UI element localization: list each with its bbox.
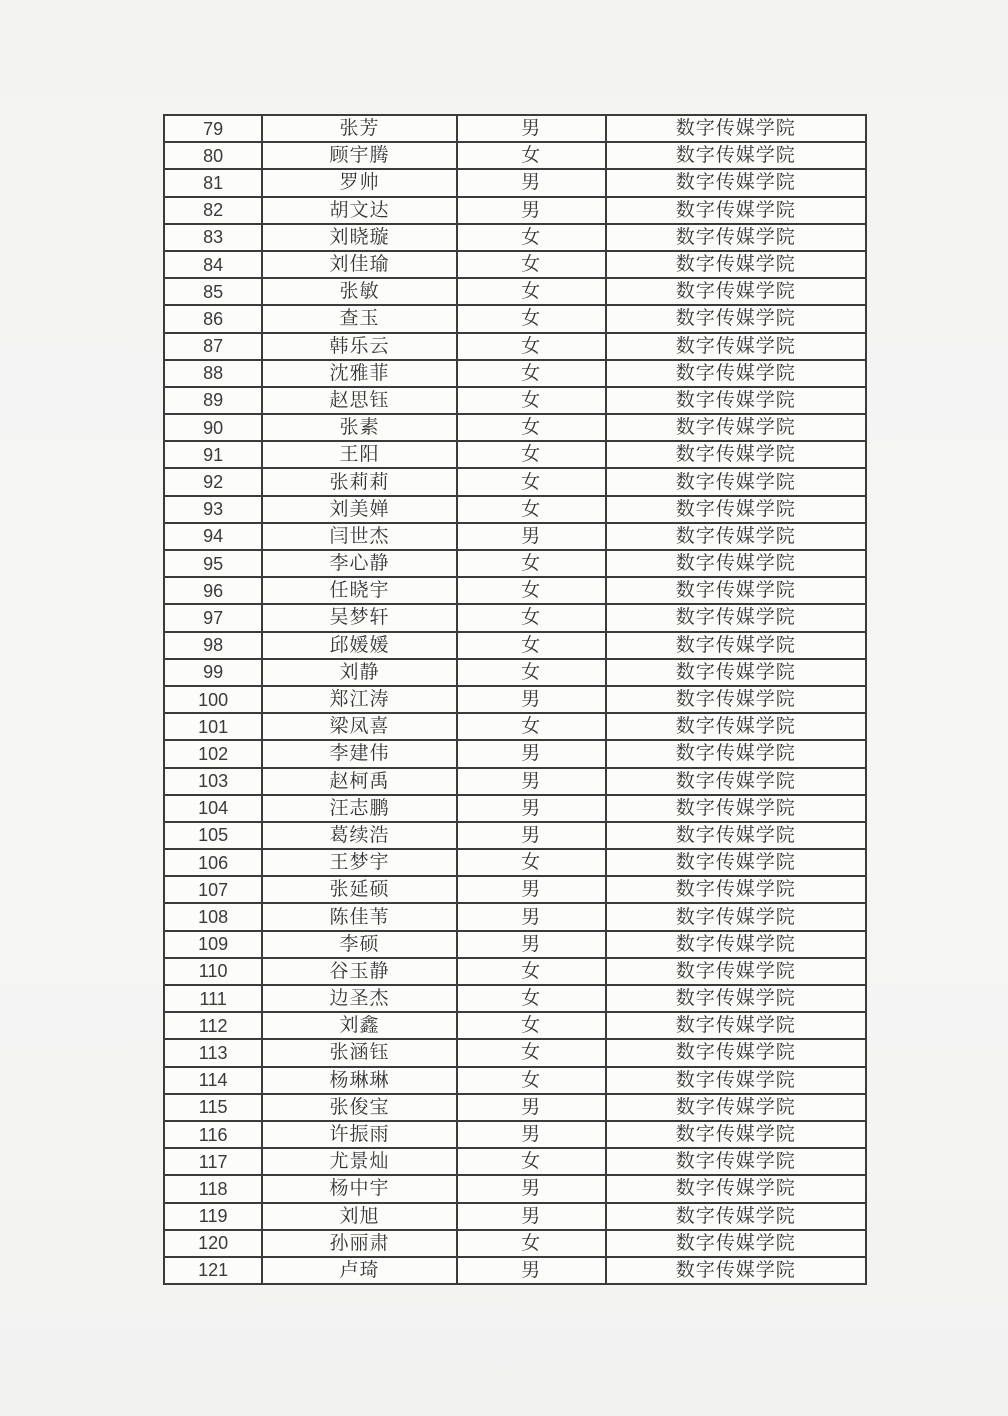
gender-cell: 女	[457, 224, 606, 251]
student-name-cell: 刘静	[262, 659, 456, 686]
row-number-cell: 88	[164, 360, 262, 387]
gender-cell: 女	[457, 1067, 606, 1094]
row-number-cell: 103	[164, 768, 262, 795]
college-cell: 数字传媒学院	[606, 1257, 866, 1284]
student-name-cell: 陈佳苇	[262, 903, 456, 930]
row-number-cell: 86	[164, 305, 262, 332]
table-row	[164, 1230, 866, 1257]
student-name-cell: 罗帅	[262, 169, 456, 196]
row-number-cell: 79	[164, 115, 262, 142]
college-cell: 数字传媒学院	[606, 441, 866, 468]
row-number-cell: 100	[164, 686, 262, 713]
gender-cell: 男	[457, 197, 606, 224]
student-roster-table	[163, 114, 867, 1285]
gender-cell: 男	[457, 768, 606, 795]
college-cell: 数字传媒学院	[606, 305, 866, 332]
table-row	[164, 876, 866, 903]
table-row	[164, 496, 866, 523]
row-number-cell: 111	[164, 985, 262, 1012]
table-row	[164, 822, 866, 849]
college-cell: 数字传媒学院	[606, 333, 866, 360]
college-cell: 数字传媒学院	[606, 1203, 866, 1230]
gender-cell: 女	[457, 659, 606, 686]
student-name-cell: 杨中宇	[262, 1175, 456, 1202]
gender-cell: 男	[457, 1175, 606, 1202]
gender-cell: 女	[457, 305, 606, 332]
table-row	[164, 632, 866, 659]
table-row	[164, 1148, 866, 1175]
row-number-cell: 83	[164, 224, 262, 251]
row-number-cell: 99	[164, 659, 262, 686]
table-row	[164, 115, 866, 142]
student-name-cell: 卢琦	[262, 1257, 456, 1284]
college-cell: 数字传媒学院	[606, 1039, 866, 1066]
table-row	[164, 360, 866, 387]
college-cell: 数字传媒学院	[606, 822, 866, 849]
table-row	[164, 686, 866, 713]
table-row	[164, 740, 866, 767]
table-row	[164, 768, 866, 795]
college-cell: 数字传媒学院	[606, 1230, 866, 1257]
student-name-cell: 王阳	[262, 441, 456, 468]
college-cell: 数字传媒学院	[606, 849, 866, 876]
college-cell: 数字传媒学院	[606, 1148, 866, 1175]
college-cell: 数字传媒学院	[606, 931, 866, 958]
gender-cell: 女	[457, 1039, 606, 1066]
table-row	[164, 197, 866, 224]
row-number-cell: 81	[164, 169, 262, 196]
row-number-cell: 94	[164, 523, 262, 550]
student-name-cell: 尤景灿	[262, 1148, 456, 1175]
table-row	[164, 985, 866, 1012]
gender-cell: 女	[457, 468, 606, 495]
row-number-cell: 120	[164, 1230, 262, 1257]
gender-cell: 男	[457, 169, 606, 196]
college-cell: 数字传媒学院	[606, 550, 866, 577]
gender-cell: 男	[457, 1094, 606, 1121]
row-number-cell: 90	[164, 414, 262, 441]
student-name-cell: 查玉	[262, 305, 456, 332]
gender-cell: 女	[457, 604, 606, 631]
table-row	[164, 604, 866, 631]
gender-cell: 女	[457, 550, 606, 577]
table-row	[164, 224, 866, 251]
college-cell: 数字传媒学院	[606, 414, 866, 441]
student-name-cell: 闫世杰	[262, 523, 456, 550]
gender-cell: 女	[457, 632, 606, 659]
table-row	[164, 1175, 866, 1202]
student-name-cell: 张涵钰	[262, 1039, 456, 1066]
college-cell: 数字传媒学院	[606, 387, 866, 414]
row-number-cell: 118	[164, 1175, 262, 1202]
gender-cell: 女	[457, 849, 606, 876]
student-name-cell: 张素	[262, 414, 456, 441]
gender-cell: 男	[457, 931, 606, 958]
college-cell: 数字传媒学院	[606, 251, 866, 278]
student-name-cell: 刘旭	[262, 1203, 456, 1230]
table-row	[164, 577, 866, 604]
table-row	[164, 414, 866, 441]
college-cell: 数字传媒学院	[606, 768, 866, 795]
row-number-cell: 89	[164, 387, 262, 414]
gender-cell: 男	[457, 1203, 606, 1230]
gender-cell: 女	[457, 333, 606, 360]
row-number-cell: 115	[164, 1094, 262, 1121]
gender-cell: 女	[457, 142, 606, 169]
college-cell: 数字传媒学院	[606, 985, 866, 1012]
college-cell: 数字传媒学院	[606, 686, 866, 713]
student-name-cell: 顾宇腾	[262, 142, 456, 169]
table-row	[164, 251, 866, 278]
gender-cell: 男	[457, 876, 606, 903]
gender-cell: 女	[457, 278, 606, 305]
student-name-cell: 刘晓璇	[262, 224, 456, 251]
student-name-cell: 杨琳琳	[262, 1067, 456, 1094]
table-row	[164, 1067, 866, 1094]
student-name-cell: 王梦宇	[262, 849, 456, 876]
table-row	[164, 713, 866, 740]
table-row	[164, 278, 866, 305]
student-name-cell: 沈雅菲	[262, 360, 456, 387]
gender-cell: 男	[457, 115, 606, 142]
college-cell: 数字传媒学院	[606, 577, 866, 604]
college-cell: 数字传媒学院	[606, 278, 866, 305]
college-cell: 数字传媒学院	[606, 740, 866, 767]
row-number-cell: 85	[164, 278, 262, 305]
gender-cell: 女	[457, 1230, 606, 1257]
row-number-cell: 112	[164, 1012, 262, 1039]
table-row	[164, 958, 866, 985]
student-name-cell: 胡文达	[262, 197, 456, 224]
row-number-cell: 92	[164, 468, 262, 495]
college-cell: 数字传媒学院	[606, 468, 866, 495]
student-name-cell: 刘佳瑜	[262, 251, 456, 278]
student-name-cell: 谷玉静	[262, 958, 456, 985]
table-row	[164, 1203, 866, 1230]
gender-cell: 男	[457, 822, 606, 849]
college-cell: 数字传媒学院	[606, 659, 866, 686]
table-row	[164, 441, 866, 468]
gender-cell: 男	[457, 523, 606, 550]
gender-cell: 女	[457, 985, 606, 1012]
row-number-cell: 113	[164, 1039, 262, 1066]
table-row	[164, 659, 866, 686]
gender-cell: 女	[457, 414, 606, 441]
row-number-cell: 84	[164, 251, 262, 278]
row-number-cell: 106	[164, 849, 262, 876]
college-cell: 数字传媒学院	[606, 197, 866, 224]
gender-cell: 男	[457, 903, 606, 930]
table-row	[164, 523, 866, 550]
college-cell: 数字传媒学院	[606, 604, 866, 631]
student-name-cell: 赵柯禹	[262, 768, 456, 795]
college-cell: 数字传媒学院	[606, 496, 866, 523]
college-cell: 数字传媒学院	[606, 1175, 866, 1202]
row-number-cell: 117	[164, 1148, 262, 1175]
gender-cell: 男	[457, 1121, 606, 1148]
gender-cell: 女	[457, 441, 606, 468]
row-number-cell: 121	[164, 1257, 262, 1284]
college-cell: 数字传媒学院	[606, 224, 866, 251]
table-row	[164, 1012, 866, 1039]
table-row	[164, 169, 866, 196]
student-roster-body	[164, 115, 866, 1284]
gender-cell: 女	[457, 496, 606, 523]
table-row	[164, 142, 866, 169]
table-row	[164, 1121, 866, 1148]
student-name-cell: 吴梦轩	[262, 604, 456, 631]
row-number-cell: 102	[164, 740, 262, 767]
student-name-cell: 张延硕	[262, 876, 456, 903]
row-number-cell: 116	[164, 1121, 262, 1148]
student-name-cell: 刘鑫	[262, 1012, 456, 1039]
student-name-cell: 孙丽肃	[262, 1230, 456, 1257]
college-cell: 数字传媒学院	[606, 876, 866, 903]
college-cell: 数字传媒学院	[606, 523, 866, 550]
table-row	[164, 550, 866, 577]
table-row	[164, 931, 866, 958]
student-name-cell: 邱媛媛	[262, 632, 456, 659]
row-number-cell: 107	[164, 876, 262, 903]
student-name-cell: 张莉莉	[262, 468, 456, 495]
row-number-cell: 80	[164, 142, 262, 169]
gender-cell: 女	[457, 1012, 606, 1039]
college-cell: 数字传媒学院	[606, 795, 866, 822]
college-cell: 数字传媒学院	[606, 360, 866, 387]
row-number-cell: 82	[164, 197, 262, 224]
college-cell: 数字传媒学院	[606, 958, 866, 985]
table-row	[164, 1257, 866, 1284]
gender-cell: 女	[457, 1148, 606, 1175]
table-row	[164, 333, 866, 360]
student-name-cell: 任晓宇	[262, 577, 456, 604]
college-cell: 数字传媒学院	[606, 713, 866, 740]
student-roster-table-wrap	[163, 114, 867, 1285]
row-number-cell: 95	[164, 550, 262, 577]
table-row	[164, 305, 866, 332]
row-number-cell: 104	[164, 795, 262, 822]
gender-cell: 男	[457, 686, 606, 713]
college-cell: 数字传媒学院	[606, 1012, 866, 1039]
row-number-cell: 96	[164, 577, 262, 604]
college-cell: 数字传媒学院	[606, 142, 866, 169]
row-number-cell: 109	[164, 931, 262, 958]
student-name-cell: 刘美婵	[262, 496, 456, 523]
college-cell: 数字传媒学院	[606, 115, 866, 142]
student-name-cell: 李心静	[262, 550, 456, 577]
student-name-cell: 韩乐云	[262, 333, 456, 360]
row-number-cell: 98	[164, 632, 262, 659]
student-name-cell: 李硕	[262, 931, 456, 958]
row-number-cell: 87	[164, 333, 262, 360]
college-cell: 数字传媒学院	[606, 1094, 866, 1121]
row-number-cell: 97	[164, 604, 262, 631]
table-row	[164, 1094, 866, 1121]
student-name-cell: 许振雨	[262, 1121, 456, 1148]
row-number-cell: 105	[164, 822, 262, 849]
student-name-cell: 汪志鹏	[262, 795, 456, 822]
student-name-cell: 梁凤喜	[262, 713, 456, 740]
student-name-cell: 赵思钰	[262, 387, 456, 414]
gender-cell: 男	[457, 795, 606, 822]
row-number-cell: 114	[164, 1067, 262, 1094]
college-cell: 数字传媒学院	[606, 169, 866, 196]
gender-cell: 男	[457, 1257, 606, 1284]
college-cell: 数字传媒学院	[606, 632, 866, 659]
student-name-cell: 张芳	[262, 115, 456, 142]
table-row	[164, 795, 866, 822]
row-number-cell: 119	[164, 1203, 262, 1230]
student-name-cell: 李建伟	[262, 740, 456, 767]
college-cell: 数字传媒学院	[606, 903, 866, 930]
student-name-cell: 张俊宝	[262, 1094, 456, 1121]
gender-cell: 女	[457, 360, 606, 387]
student-name-cell: 郑江涛	[262, 686, 456, 713]
table-row	[164, 849, 866, 876]
table-row	[164, 387, 866, 414]
gender-cell: 男	[457, 740, 606, 767]
row-number-cell: 91	[164, 441, 262, 468]
college-cell: 数字传媒学院	[606, 1121, 866, 1148]
gender-cell: 女	[457, 958, 606, 985]
table-row	[164, 468, 866, 495]
table-row	[164, 1039, 866, 1066]
gender-cell: 女	[457, 577, 606, 604]
row-number-cell: 93	[164, 496, 262, 523]
table-row	[164, 903, 866, 930]
row-number-cell: 101	[164, 713, 262, 740]
gender-cell: 女	[457, 251, 606, 278]
row-number-cell: 108	[164, 903, 262, 930]
college-cell: 数字传媒学院	[606, 1067, 866, 1094]
student-name-cell: 葛续浩	[262, 822, 456, 849]
student-name-cell: 边圣杰	[262, 985, 456, 1012]
gender-cell: 女	[457, 713, 606, 740]
row-number-cell: 110	[164, 958, 262, 985]
student-name-cell: 张敏	[262, 278, 456, 305]
gender-cell: 女	[457, 387, 606, 414]
